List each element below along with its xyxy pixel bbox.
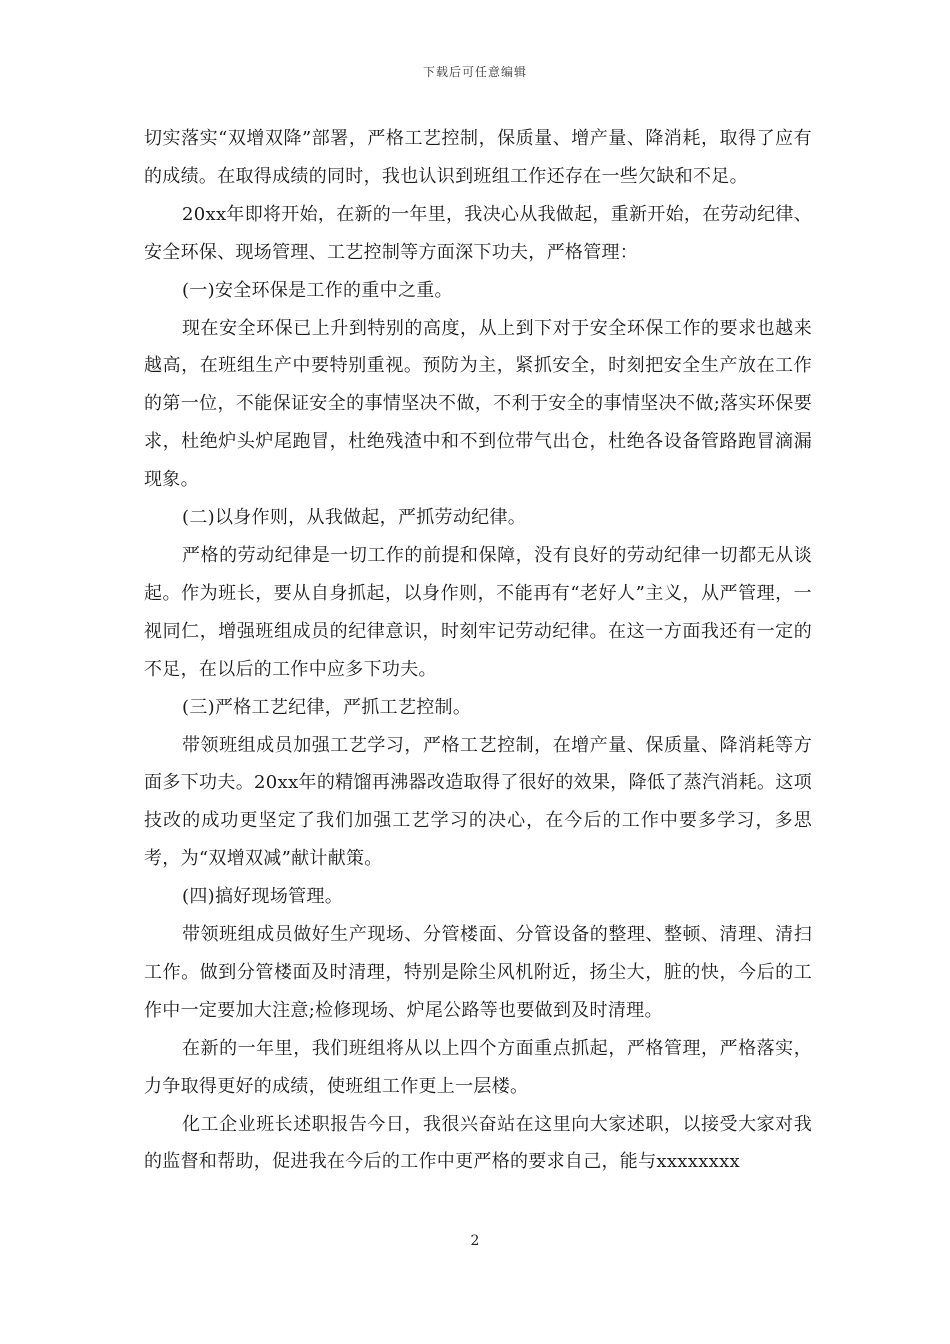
section-heading: (一)安全环保是工作的重中之重。	[182, 279, 453, 301]
paragraph: 化工企业班长述职报告今日，我很兴奋站在这里向大家述职，以接受大家对我的监督和帮助，促进我在今后的工作中更严格的要求自己，能与xxxxxxxx	[144, 1113, 812, 1173]
page-header: 下载后可任意编辑	[422, 65, 527, 79]
section-heading: (二)以身作则，从我做起，严抓劳动纪律。	[182, 507, 527, 529]
document-body	[144, 120, 812, 1181]
paragraph: 严格的劳动纪律是一切工作的前提和保障，没有良好的劳动纪律一切都无从谈起。作为班长，要从自身抓起，以身作则，不能再有“老好人”主义，从严管理，一视同仁，增强班组成员的纪律意识，时刻牢记劳动纪律。在这一方面我还有一定的不足，在以后的工作中应多下功夫。	[144, 544, 812, 680]
paragraph: 20xx年即将开始，在新的一年里，我决心从我做起，重新开始，在劳动纪律、安全环保、现场管理、工艺控制等方面深下功夫，严格管理：	[144, 203, 813, 263]
paragraph: 带领班组成员做好生产现场、分管楼面、分管设备的整理、整顿、清理、清扫工作。做到分管楼面及时清理，特别是除尘风机附近，扬尘大，脏的快，今后的工作中一定要加大注意;检修现场、炉尾公路等也要做到及时清理。	[144, 924, 812, 1021]
page-number: 2	[470, 1233, 480, 1249]
paragraph: 带领班组成员加强工艺学习，严格工艺控制，在增产量、保质量、降消耗等方面多下功夫。20xx年的精馏再沸器改造取得了很好的效果，降低了蒸汽消耗。这项技改的成功更坚定了我们加强工艺学习的决心，在今后的工作中要多学习，多思考，为“双增双减”献计献策。	[144, 734, 812, 870]
paragraph: 在新的一年里，我们班组将从以上四个方面重点抓起，严格管理，严格落实，力争取得更好的成绩，使班组工作更上一层楼。	[144, 1037, 812, 1097]
section-heading: (三)严格工艺纪律，严抓工艺控制。	[182, 696, 472, 718]
section-heading: (四)搞好现场管理。	[182, 886, 344, 908]
paragraph: 切实落实“双增双降”部署，严格工艺控制，保质量、增产量、降消耗，取得了应有的成绩。在取得成绩的同时，我也认识到班组工作还存在一些欠缺和不足。	[144, 128, 812, 187]
paragraph: 现在安全环保已上升到特别的高度，从上到下对于安全环保工作的要求也越来越高，在班组生产中要特别重视。预防为主，紧抓安全，时刻把安全生产放在工作的第一位，不能保证安全的事情坚决不做，不利于安全的事情坚决不做;落实环保要求，杜绝炉头炉尾跑冒，杜绝残渣中和不到位带气出仓，杜绝各设备管路跑冒滴漏现象。	[144, 317, 812, 491]
